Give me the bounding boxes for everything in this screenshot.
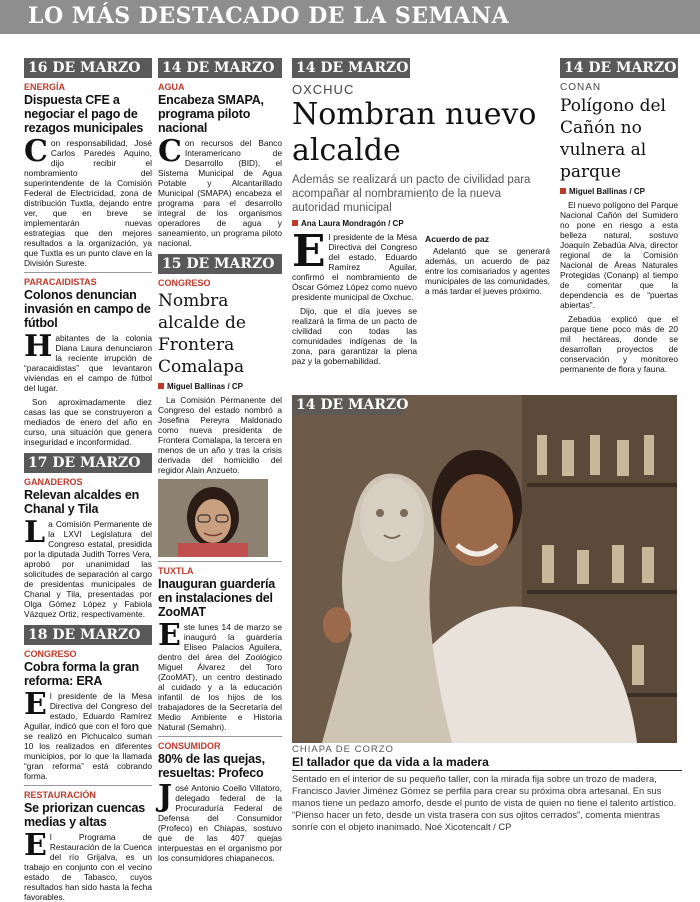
divider <box>24 785 152 786</box>
banner-title: LO MÁS DESTACADO DE LA SEMANA <box>28 3 510 29</box>
article-body: El Programa de Restauración de la Cuenca del río Grijalva, es un trabajo en conjunto con el vecino estado de Tabasco, cuyos resultados han sido hasta la fecha favorables. <box>24 828 152 902</box>
drop-cap: E <box>158 618 181 653</box>
article-body: Son aproximadamente diez casas las que se construyeron a mediados de enero del año en curso, una situación que genera inseguridad e inconformidad. <box>24 397 152 447</box>
article-body: Con responsabilidad, José Carlos Paredes Aquino, dijo recibir el nombramiento del superintendente de la Comisión Federal de Electricidad, zona de distribución Tuxtla, dejando entre ver, que en breve se implementarán nuevas estrategias que den mejores resultados a la organización, ya que Tuxtla es un punto clave en la División Sureste. <box>24 134 152 268</box>
headline: Inauguran guardería en instalaciones del ZooMAT <box>158 577 276 619</box>
woodcarver-photo-icon <box>292 395 677 743</box>
drop-cap: H <box>24 329 53 364</box>
section-label: RESTAURACIÓN <box>24 790 96 800</box>
headline: Se priorizan cuencas medias y altas <box>24 801 146 829</box>
section-label: CONSUMIDOR <box>158 741 221 751</box>
article-body: Adelantó que se generará además, un acuerdo de paz entre los comisariados y agentes municipales de las comunidades, a más tardar el jueves próximo. <box>425 246 550 296</box>
byline: Ana Laura Mondragón / CP <box>292 219 550 228</box>
article-body: La Comisión Permanente del Congreso del estado nombró a Josefina Pereyra Maldonado como nueva presidenta de Frontera Comalapa, la tercera en menos de un año y tras la crisis derivada del homicidio del regidor Alain Anzueto. <box>158 395 282 475</box>
drop-cap: C <box>158 134 182 169</box>
article-body: El presidente de la Mesa Directiva del Congreso del estado, Eduardo Ramírez Aguilar, indicó que con el foro que se realizó en Pichucalco suman 10 los realizados en diferentes municipios, por lo que la llamada “gran reforma” está cobrando forma. <box>24 687 152 781</box>
byline: Miguel Ballinas / CP <box>560 187 678 196</box>
headline: Polígono del Cañón no vulnera al parque <box>560 96 666 182</box>
page-banner <box>0 0 700 34</box>
section-label: CONGRESO <box>24 649 77 659</box>
headline: Encabeza SMAPA, programa piloto nacional <box>158 93 264 135</box>
section-label: CHIAPA DE CORZO <box>292 744 394 755</box>
column-4 <box>560 58 678 378</box>
drop-cap: E <box>292 226 326 277</box>
section-label: GANADEROS <box>24 477 83 487</box>
headline: 80% de las quejas, resueltas: Profeco <box>158 752 265 780</box>
date-bar: 14 DE MARZO <box>292 58 410 78</box>
drop-cap: J <box>158 779 173 814</box>
headline: El tallador que da vida a la madera <box>292 755 682 771</box>
subtitle: Además se realizará un pacto de civilidad para acompañar al nombramiento de la nueva autoridad municipal <box>292 174 531 214</box>
headline: Colonos denuncian invasión en campo de fútbol <box>24 288 151 330</box>
date-bar: 16 DE MARZO <box>24 58 152 78</box>
article-body: Este lunes 14 de marzo se inauguró la guardería Eliseo Palacios Aguilera, dentro del área del Zoológico Miguel Álvarez del Toro (ZooMAT), un centro destinado al cuidado y a la educación infantil de los hijos de los trabajadores de la Secretaría del Medio Ambiente e Historia Natural (Semahn). <box>158 618 282 732</box>
section-label: CONAN <box>560 82 602 93</box>
divider <box>24 272 152 273</box>
article-body: José Antonio Coello Villatoro, delegado federal de la Procuraduría Federal de Defensa del Consumidor (Profeco) en Chiapas, sostuvo que de las 407 quejas interpuestas en el organismo por los consumidores chiapanecos. <box>158 779 282 863</box>
portrait-photo <box>158 479 268 557</box>
article-body: Con recursos del Banco Interamericano de Desarrollo (BID), el Sistema Municipal de Agua Potable y Alcantarillado Municipal (SMAPA) encabeza el programa para el desarrollo integral de los organismos operadores de agua y saneamiento, un programa piloto nacional. <box>158 134 282 248</box>
headline: Nombran nuevo alcalde <box>292 97 537 168</box>
divider <box>158 561 282 562</box>
section-label: AGUA <box>158 82 185 92</box>
drop-cap: E <box>24 828 47 863</box>
date-bar: 17 DE MARZO <box>24 453 152 473</box>
section-label: CONGRESO <box>158 278 211 288</box>
date-bar: 14 DE MARZO <box>158 58 282 78</box>
date-bar: 14 DE MARZO <box>560 58 678 78</box>
article-body: El nuevo polígono del Parque Nacional Cañón del Sumidero no pone en riesgo a esta belleza natural, sostuvo Joaquín Zebadúa Alva, director regional de la Comisión Nacional de Áreas Naturales Protegidas (Conanp) al tiempo de comentar que la dependencia es de “puertas abiertas”. <box>560 200 678 310</box>
drop-cap: L <box>24 515 46 550</box>
section-label: TUXTLA <box>158 566 194 576</box>
section-label: PARACAIDISTAS <box>24 277 97 287</box>
feature-caption <box>292 744 682 860</box>
feature-photo <box>292 395 677 743</box>
column-2 <box>158 58 282 863</box>
section-label: OXCHUC <box>292 82 355 97</box>
woman-portrait-icon <box>158 479 268 557</box>
article-body: El presidente de la Mesa Directiva del Congreso del estado, Eduardo Ramírez Aguilar, confirmó el nombramiento de Óscar Gómez López como nuevo presidente municipal de Oxchuc. <box>292 226 417 302</box>
drop-cap: C <box>24 134 48 169</box>
caption-body: Sentado en el interior de su pequeño taller, con la mirada fija sobre un trozo de madera, Francisco Javier Jiménez Gómez se perfila para crear su próxima obra artesanal. En sus manos tiene un pedazo amorfo, desde el punto de vista de quien no tiene el talento artístico. “Pienso hacer un feto, desde un vista trasera con sus ojitos cerrados”, comenta mientras sonríe con el objeto inanimado. Noé Xicotencalt / CP <box>292 773 677 832</box>
subhead: Acuerdo de paz <box>425 234 489 244</box>
section-label: ENERGÍA <box>24 82 66 92</box>
headline: Dispuesta CFE a negociar el pago de rezagos municipales <box>24 93 144 135</box>
article-body: Dijo, que el día jueves se realizará la firma de un pacto de civilidad con todas las comunidades indígenas de la zona, para garantizar la plena paz y la gobernabilidad. <box>292 306 417 366</box>
date-bar: 15 DE MARZO <box>158 254 282 274</box>
article-body: Habitantes de la colonia Diana Laura denunciaron la reciente irrupción de “paracaidistas” que levantaron viviendas en el campo de fútbol del lugar. <box>24 329 152 393</box>
article-body: Zebadúa explicó que el parque tiene poco más de 20 mil hectáreas, donde se desarrollan proyectos de conservación y monitoreo permanente de flora y fauna. <box>560 314 678 374</box>
divider <box>158 736 282 737</box>
article-body: La Comisión Permanente de la LXVI Legislatura del Congreso estatal, presidida por la diputada Judith Torres Vera, aprobó por unanimidad las solicitudes de separación al cargo de presidentas municipales de Chanal y Tila, presentadas por Olga Gómez López y Fabiola Vázquez Ortiz, respectivamente. <box>24 515 152 619</box>
headline: Nombra alcalde de Frontera Comalapa <box>158 291 246 377</box>
date-bar: 14 DE MARZO <box>292 395 404 415</box>
byline: Miguel Ballinas / CP <box>158 382 282 391</box>
drop-cap: E <box>24 687 47 722</box>
column-1 <box>24 58 152 902</box>
date-bar: 18 DE MARZO <box>24 625 152 645</box>
headline: Cobra forma la gran reforma: ERA <box>24 660 139 688</box>
headline: Relevan alcaldes en Chanal y Tila <box>24 488 140 516</box>
main-article <box>292 58 550 378</box>
